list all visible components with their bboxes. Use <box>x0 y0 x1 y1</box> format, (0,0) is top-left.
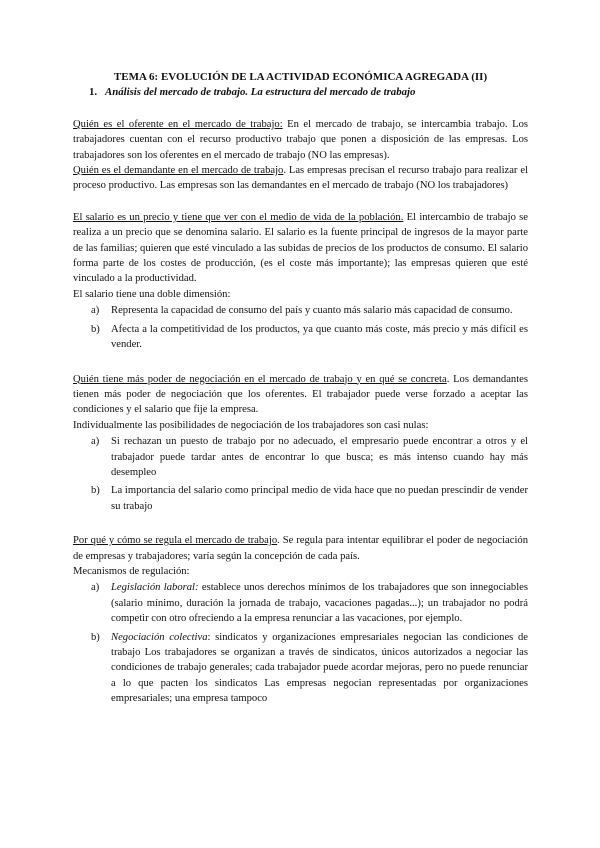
list-marker: a) <box>91 582 100 594</box>
section-subtitle <box>89 85 528 100</box>
document-page <box>73 70 528 710</box>
heading-salario: El salario es un precio y tiene que ver con el medio de vida de la población. <box>73 211 404 223</box>
list-marker: a) <box>91 305 100 317</box>
list-item <box>73 434 528 480</box>
list-marker: b) <box>91 485 100 497</box>
list-item-text: : sindicatos y organizaciones empresariales negocian las condiciones de trabajo Los trabajadores se organizan a través de sindicatos, únicos autorizados a negociar las condiciones de trabajo generales; cada trabajador puede acordar mejoras, pero no puede renunciar a lo que pacten los sindicatos Las empresas negocian representadas por organizaciones empresariales; una empresa tampoco <box>111 631 528 705</box>
intro-negociacion: Individualmente las posibilidades de negociación de los trabajadores son casi nulas: <box>73 419 429 431</box>
intro-regulacion: Mecanismos de regulación: <box>73 565 190 577</box>
list-item-label: Legislación laboral: <box>111 582 199 594</box>
list-item <box>73 303 528 318</box>
heading-demandante: Quién es el demandante en el mercado de trabajo <box>73 165 284 177</box>
list-item-text: Afecta a la competitividad de los productos, ya que cuanto más coste, más precio y más difícil es vender. <box>111 323 528 351</box>
list-regulacion <box>73 580 528 706</box>
text-demandante: . Las empresas precisan el recurso trabajo para realizar el proceso productivo. Las empresas son las demandantes en el mercado de trabajo (NO los trabajadores) <box>73 165 529 192</box>
heading-negociacion: Quién tiene más poder de negociación en el mercado de trabajo y en qué se concreta <box>73 373 447 385</box>
list-item-text: Si rechazan un puesto de trabajo por no adecuado, el empresario puede encontrar a otros y el trabajador puede tardar antes de encontrar lo que busca; es más intenso cuando hay más desempleo <box>111 436 528 478</box>
list-marker: a) <box>91 436 100 448</box>
text-salario: El intercambio de trabajo se realiza a un precio que se denomina salario. El salario es la fuente principal de ingresos de la mayor parte de las familias; quieren que esté vinculado a las subidas de precios de los productos de consumo. El salario forma parte de los costes de producción, (es el coste más importante); las empresas quieren que esté vinculado a la productividad. <box>73 211 528 285</box>
list-item-label: Negociación colectiva <box>111 631 208 643</box>
paragraph-regulacion <box>73 533 528 564</box>
paragraph-salario <box>73 210 528 287</box>
text-regulacion: . Se regula para intentar equilibrar el poder de negociación de empresas y trabajadores; varía según la concepción de cada país. <box>73 535 528 562</box>
text-oferente: En el mercado de trabajo, se intercambia trabajo. Los trabajadores cuentan con el recurso productivo trabajo que ponen a disposición de las empresas. Los trabajadores son los oferentes en el mercado de trabajo (NO las empresas). <box>73 118 528 161</box>
list-item <box>73 483 528 514</box>
paragraph-oferente <box>73 117 528 163</box>
list-item <box>73 322 528 353</box>
subtitle-number: 1. <box>89 86 98 99</box>
document-title: TEMA 6: EVOLUCIÓN DE LA ACTIVIDAD ECONÓMICA AGREGADA (II) <box>113 71 488 83</box>
list-item <box>73 580 528 626</box>
heading-oferente: Quién es el oferente en el mercado de trabajo: <box>73 118 283 130</box>
list-salario <box>73 303 528 352</box>
list-negociacion <box>73 434 528 514</box>
list-item <box>73 630 528 707</box>
list-item-text: establece unos derechos mínimos de los trabajadores que son innegociables (salario mínimo, duración la jornada de trabajo, vacaciones pagadas...); un trabajador no podrá competir con otro ofreciendo a la empresa renunciar a las vacaciones, por ejemplo. <box>111 582 528 625</box>
text-negociacion: . Los demandantes tienen más poder de negociación que los oferentes. El trabajador puede verse forzado a aceptar las condiciones y el salario que fije la empresa. <box>73 373 528 416</box>
paragraph-negociacion <box>73 372 528 418</box>
paragraph-demandante <box>73 163 528 194</box>
intro-salario: El salario tiene una doble dimensión: <box>73 288 231 300</box>
heading-regulacion: Por qué y cómo se regula el mercado de trabajo <box>73 535 278 547</box>
list-marker: b) <box>91 323 100 335</box>
list-item-text: La importancia del salario como principal medio de vida hace que no puedan prescindir de vender su trabajo <box>111 485 528 512</box>
list-marker: b) <box>91 631 100 643</box>
subtitle-text: Análisis del mercado de trabajo. La estructura del mercado de trabajo <box>105 86 416 99</box>
list-item-text: Representa la capacidad de consumo del país y cuanto más salario más capacidad de consumo. <box>111 305 513 317</box>
